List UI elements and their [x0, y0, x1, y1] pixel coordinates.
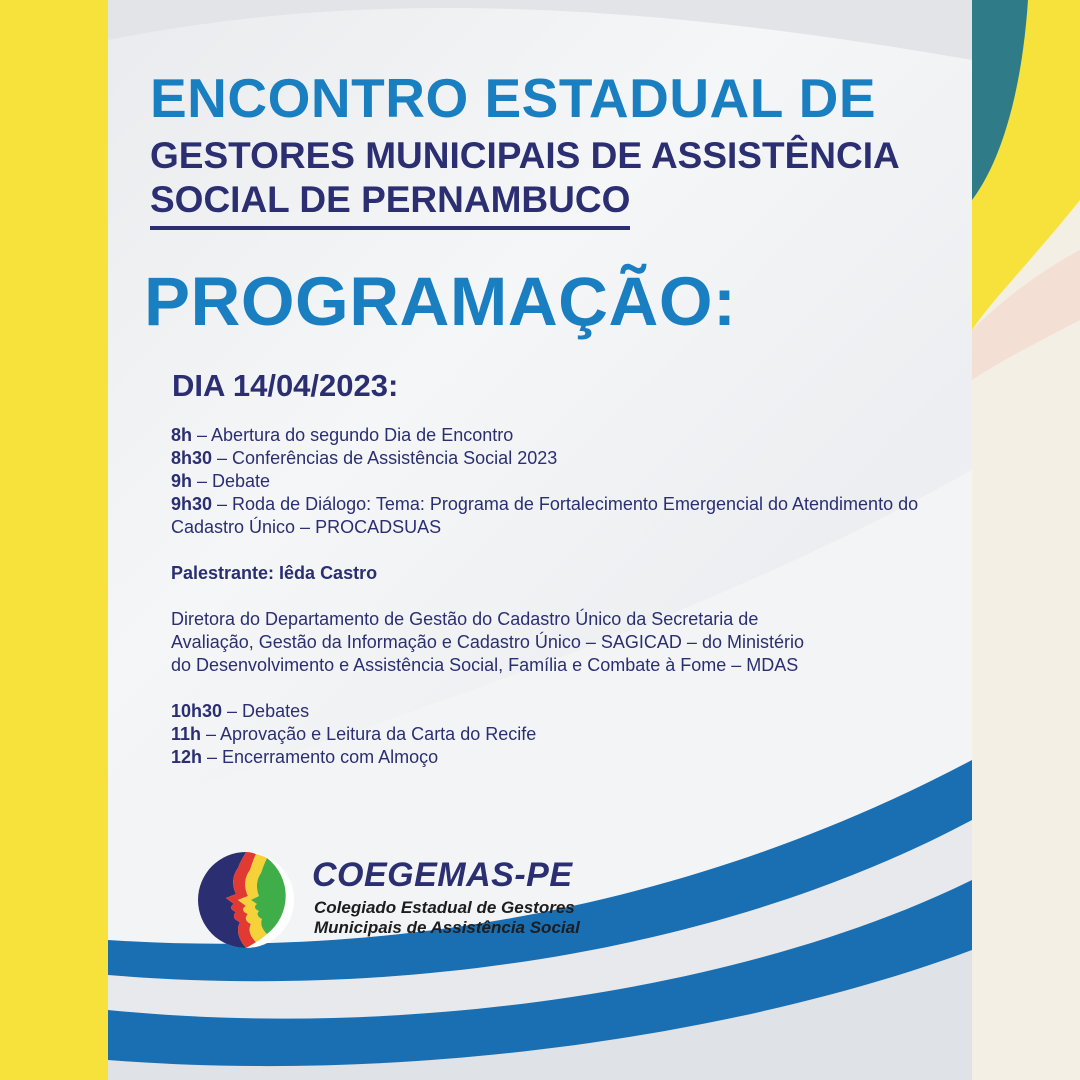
speaker-bio-line: Diretora do Departamento de Gestão do Cadastro Único da Secretaria de [171, 609, 759, 629]
org-description-line1: Colegiado Estadual de Gestores [314, 898, 575, 917]
schedule-time: 12h [171, 747, 203, 767]
schedule-time: 8h30 [171, 448, 213, 468]
program-heading: PROGRAMAÇÃO: [144, 263, 737, 340]
speaker-bio-line: Avaliação, Gestão da Informação e Cadastro Único – SAGICAD – do Ministério [171, 632, 804, 652]
schedule-item [171, 493, 941, 539]
schedule-time: 9h30 [171, 494, 213, 514]
event-title-subtitle [150, 134, 900, 230]
schedule-item [171, 723, 941, 746]
speaker-bio [171, 608, 941, 677]
org-description-line2: Municipais de Assistência Social [314, 918, 580, 937]
schedule-time: 9h [171, 471, 193, 491]
schedule-text: – Aprovação e Leitura da Carta do Recife [201, 724, 537, 744]
coegemas-logo-icon [196, 850, 296, 950]
program-day: DIA 14/04/2023: [172, 368, 399, 403]
schedule-text: – Debate [192, 471, 271, 491]
right-decorative-border [972, 0, 1080, 1080]
schedule-text: – Abertura do segundo Dia de Encontro [192, 425, 514, 445]
schedule-text: – Debates [222, 701, 310, 721]
schedule-text: – Conferências de Assistência Social 2023 [212, 448, 558, 468]
event-title-line1: ENCONTRO ESTADUAL DE [150, 67, 877, 129]
schedule-item [171, 700, 941, 723]
schedule-item [171, 470, 941, 493]
poster-panel [108, 0, 972, 1080]
schedule-item [171, 424, 941, 447]
schedule-item [171, 746, 941, 769]
schedule-text: – Encerramento com Almoço [202, 747, 439, 767]
org-description [314, 898, 580, 938]
event-title-line3: SOCIAL DE PERNAMBUCO [150, 178, 630, 230]
event-title-line2: GESTORES MUNICIPAIS DE ASSISTÊNCIA [150, 135, 900, 176]
schedule-item [171, 447, 941, 470]
schedule-time: 11h [171, 724, 202, 744]
later-schedule [171, 700, 941, 769]
org-name: COEGEMAS-PE [312, 856, 573, 894]
schedule-time: 8h [171, 425, 193, 445]
speaker-bio-line: do Desenvolvimento e Assistência Social, Família e Combate à Fome – MDAS [171, 655, 799, 675]
right-curves-decoration [972, 0, 1080, 1080]
left-yellow-border [0, 0, 108, 1080]
schedule-list [171, 424, 941, 769]
schedule-text: – Roda de Diálogo: Tema: Programa de Fortalecimento Emergencial do Atendimento do Cadastro Único – PROCADSUAS [171, 494, 919, 537]
speaker-name: Palestrante: Iêda Castro [171, 563, 378, 583]
schedule-time: 10h30 [171, 701, 223, 721]
